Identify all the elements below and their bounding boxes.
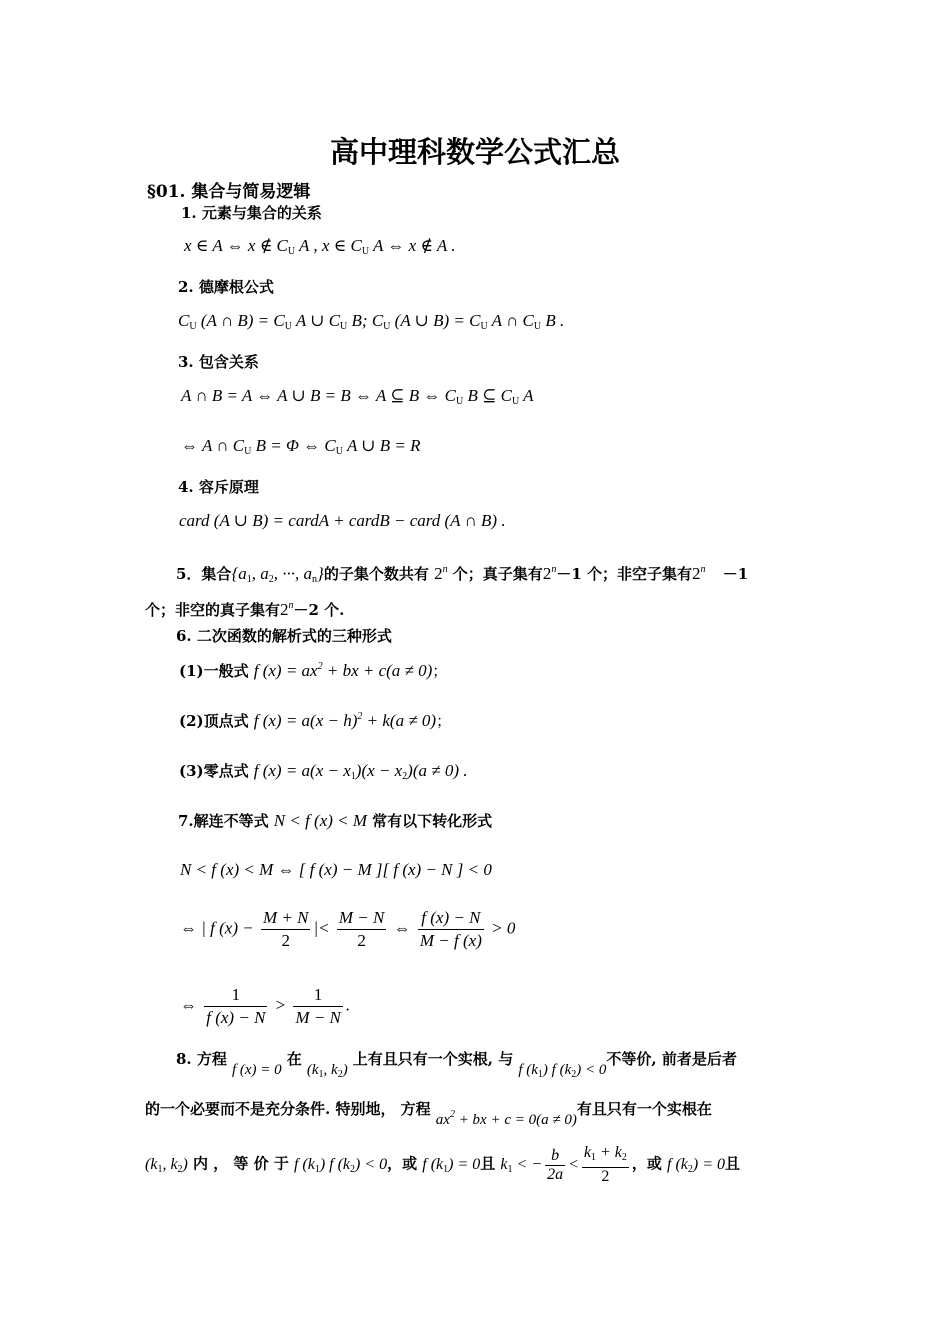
item-2-heading: 2. 德摩根公式 bbox=[178, 278, 274, 296]
formula-inclusion-1: A ∩ B = A ⇔ A ∪ B = B ⇔ A ⊆ B ⇔ $C_U$ B ⊆ $C_U$ A bbox=[181, 386, 534, 407]
formula-general-form: f $(x) = ax^2$ + bx + c(a ≠ 0) bbox=[253, 661, 433, 680]
item-5-line2b: －2 个. bbox=[293, 601, 345, 619]
frac-1-over-fx-minus-n: $\frac{1}{f (x) - N}$ bbox=[206, 985, 266, 1027]
item-7-heading-tail: 常有以下转化形式 bbox=[372, 812, 493, 830]
pow-2n-3: 2$^n$ bbox=[691, 564, 706, 583]
item-6-vertex bbox=[179, 710, 451, 731]
formula-ineq-3: ⇔ $\frac{1}{f (x) - N}$ > $\frac{1}{M - N}$ . bbox=[180, 985, 351, 1027]
item-8-line-2 bbox=[145, 1098, 712, 1128]
item-6-f1-label: (1)一般式 bbox=[179, 662, 249, 680]
item-8-l2b: 有且只有一个实根在 bbox=[576, 1100, 712, 1118]
item-8-l1a: 8. 方程 bbox=[176, 1050, 227, 1068]
item-6-f2-label: (2)顶点式 bbox=[179, 712, 249, 730]
item-7-heading: 7.解连不等式 bbox=[178, 812, 269, 830]
item-8-line-3 bbox=[145, 1144, 740, 1186]
formula-fk1-fk2-lt-0: f $(k_1)$ f $(k_2) < 0$ bbox=[518, 1062, 607, 1080]
item-8-l3a: 内 ， 等 价 于 bbox=[192, 1154, 289, 1173]
formula-fk2-eq-0: f $(k_2) = 0$ bbox=[667, 1155, 725, 1175]
pow-2n-4: 2$^n$ bbox=[280, 600, 294, 619]
page-title: 高中理科数学公式汇总 bbox=[329, 135, 620, 169]
item-6-zero bbox=[179, 760, 468, 782]
item-5-line-2 bbox=[145, 599, 344, 620]
item-8-l3d: ，或 bbox=[631, 1154, 662, 1173]
section-heading: §01. 集合与简易逻辑 bbox=[147, 182, 311, 202]
formula-ineq-2: ⇔ | f (x) − $\frac{M + N}{2}$ |< $\frac{M - N}{2}$ ⇔ $\frac{f (x) - N}{M - f (x)}$ > 0 bbox=[180, 908, 516, 950]
item-8-l1c: 上有且只有一个实根, 与 bbox=[352, 1050, 514, 1068]
item-6-heading: 6. 二次函数的解析式的三种形式 bbox=[176, 627, 392, 645]
formula-fx-eq-0: f (x) = 0 bbox=[231, 1062, 282, 1078]
item-8-l3b: ，或 bbox=[387, 1154, 418, 1173]
item-5-set: {$a_1$, $a_2$, ···, $a_n$} bbox=[231, 564, 324, 585]
item-5-prefix: 5．集合 bbox=[176, 565, 232, 583]
item-5-line-1 bbox=[176, 563, 748, 585]
frac-m-minus-n-over-2: $\frac{M - N}{2}$ bbox=[338, 908, 385, 950]
formula-quadratic-eq: $ax^2$ + bx + c = 0(a ≠ 0) bbox=[435, 1109, 577, 1128]
item-1-heading: 1. 元素与集合的关系 bbox=[181, 204, 322, 222]
formula-inclusion-exclusion: card (A ∪ B) = cardA + cardB − card (A ∩ B) . bbox=[179, 511, 506, 530]
item-3-heading: 3. 包含关系 bbox=[178, 353, 259, 371]
item-5-part3: －1 个；非空子集有 bbox=[556, 565, 692, 583]
item-8-l3c: 且 bbox=[480, 1154, 496, 1173]
frac-m-plus-n-over-2: $\frac{M + N}{2}$ bbox=[263, 908, 309, 950]
item-8-l1b: 在 bbox=[286, 1050, 302, 1068]
formula-compound-inequality: N < f (x) < M bbox=[273, 811, 368, 830]
frac-1-over-m-minus-n: $\frac{1}{M - N}$ bbox=[295, 985, 341, 1027]
item-5-line2a: 个；非空的真子集有 bbox=[145, 601, 281, 619]
formula-de-morgan: $C_U$ (A ∩ $B) = C_U$ A ∪ $C_U$ B; $C_U$ (A ∪ $B) = C_U$ A ∩ $C_U$ B . bbox=[178, 311, 565, 332]
formula-fk1-fk2-lt-0-2: f $(k_1)$ f $(k_2) < 0$ bbox=[293, 1155, 388, 1175]
item-6-semi-2: ； bbox=[436, 712, 452, 730]
item-5-part1: 的子集个数共有 bbox=[323, 565, 429, 583]
formula-interval-k1-k2-2: ($k_1$, $k_2$) bbox=[145, 1155, 188, 1175]
formula-vertex-form: f $(x) = a(x - h)^2 + k(a \ne 0)$ bbox=[253, 711, 437, 730]
frac-fx-minus-n-over-m-minus-fx: $\frac{f (x) - N}{M - f (x)}$ bbox=[419, 908, 482, 950]
formula-inclusion-2: ⇔ A ∩ $C_U$ B = Φ ⇔ $C_U$ A ∪ B = R bbox=[181, 436, 421, 457]
formula-zero-form: f $(x) = a(x - x_1)(x - x_2)(a \ne 0)$ . bbox=[253, 761, 468, 782]
formula-k1-lt-vertex: $k_1$ < − $\frac{b}{2a}$ < $\frac{k_1 + k_2}{2}$ bbox=[500, 1144, 627, 1185]
item-7-heading-line bbox=[178, 810, 492, 831]
item-8-l2a: 的一个必要而不是充分条件. 特别地， 方程 bbox=[145, 1100, 431, 1118]
pow-2n-2: 2$^n$ bbox=[542, 564, 557, 583]
item-6-f3-label: (3)零点式 bbox=[179, 762, 249, 780]
frac-k1-plus-k2-over-2: $\frac{k_1 + k_2}{2}$ bbox=[583, 1144, 627, 1185]
item-5-part4: －1 bbox=[722, 565, 749, 583]
formula-element-relation: x ∈ A ⇔ x ∉ $C_U$ A , x ∈ $C_U$ A ⇔ x ∉ A . bbox=[184, 236, 456, 257]
item-8-line-1 bbox=[176, 1048, 737, 1080]
item-6-general bbox=[179, 660, 447, 681]
formula-interval-k1-k2: ($k_1$, $k_2$) bbox=[306, 1062, 348, 1080]
item-8-l3e: 且 bbox=[725, 1154, 741, 1173]
pow-2n-1: 2$^n$ bbox=[434, 564, 448, 583]
formula-ineq-1: N < f (x) < M ⇔ [ f (x) − M ][ f (x) − N ] < 0 bbox=[180, 860, 492, 879]
item-8-l1d: 不等价, 前者是后者 bbox=[606, 1050, 737, 1068]
frac-b-over-2a: $\frac{b}{2a}$ bbox=[547, 1146, 564, 1183]
item-4-heading: 4. 容斥原理 bbox=[178, 478, 259, 496]
formula-fk1-eq-0: f $(k_1) = 0$ bbox=[422, 1155, 481, 1175]
item-5-part2: 个；真子集有 bbox=[452, 565, 543, 583]
item-6-semi-1: ； bbox=[432, 662, 448, 680]
